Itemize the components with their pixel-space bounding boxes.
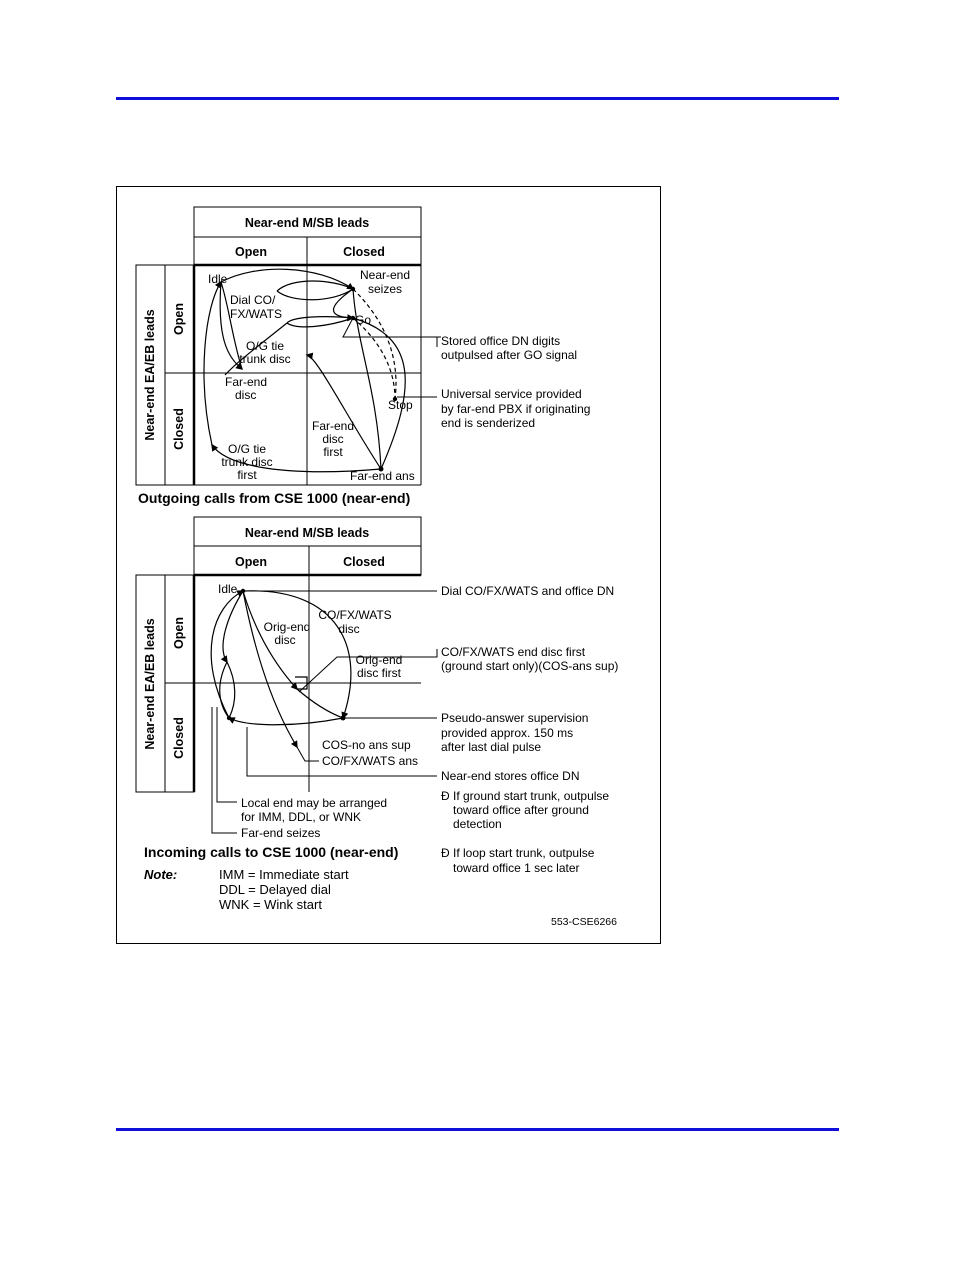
outgoing-title: Outgoing calls from CSE 1000 (near-end) (138, 490, 411, 506)
in-state-cos-no-ans: COS-no ans sup (322, 738, 411, 752)
og-state-stop: Stop (388, 398, 413, 412)
og-state-far-disc-first-3: first (323, 445, 343, 459)
in-state-cofx-ans: CO/FX/WATS ans (322, 754, 419, 768)
in-callout-pseudo-2: provided approx. 150 ms (441, 726, 574, 740)
outgoing-col-header: Near-end M/SB leads (244, 216, 370, 230)
outgoing-callout-lines (343, 318, 441, 397)
figure-id: 553-CSE6266 (551, 916, 617, 928)
in-callout-far-seizes: Far-end seizes (241, 826, 321, 840)
in-callout-ground-1: Ð If ground start trunk, outpulse (441, 789, 610, 803)
in-callout-stores: Near-end stores office DN (441, 769, 580, 783)
incoming-title: Incoming calls to CSE 1000 (near-end) (144, 844, 399, 860)
in-state-orig-end-disc-2: disc (274, 633, 296, 647)
og-callout-universal-1: Universal service provided (441, 387, 582, 401)
in-callout-ground-2: toward office after ground (453, 803, 589, 817)
incoming-row-open: Open (172, 617, 186, 649)
og-state-dial-1: Dial CO/ (230, 293, 276, 307)
og-callout-universal-2: by far-end PBX if originating (441, 402, 591, 416)
og-state-near-end-seizes-1: Near-end (359, 268, 411, 282)
incoming-row-header: Near-end EA/EB leads (143, 618, 157, 750)
og-state-og-tie-first-2: trunk disc (221, 455, 273, 469)
og-state-og-tie-first-1: O/G tie (227, 442, 267, 456)
in-state-cofx-disc-2: disc (338, 622, 360, 636)
in-callout-local-2: for IMM, DDL, or WNK (241, 810, 362, 824)
outgoing-row-header: Near-end EA/EB leads (143, 309, 157, 441)
og-state-dial-2: FX/WATS (230, 307, 282, 321)
note-label: Note: (144, 867, 178, 882)
og-state-near-end-seizes-2: seizes (367, 282, 403, 296)
in-state-idle: Idle (218, 582, 238, 596)
og-callout-universal-3: end is senderized (441, 416, 536, 430)
in-state-orig-end-disc-1: Orig-end (263, 620, 311, 634)
og-state-far-end-disc-2: disc (235, 388, 257, 402)
og-state-og-tie-1: O/G tie (245, 339, 285, 353)
note-line-2: DDL = Delayed dial (219, 882, 331, 897)
og-state-og-tie-2: trunk disc (239, 352, 291, 366)
og-state-og-tie-first-3: first (237, 468, 257, 482)
incoming-col-open: Open (235, 555, 267, 569)
note-line-3: WNK = Wink start (219, 897, 322, 912)
in-callout-end-disc-2: (ground start only)(COS-ans sup) (441, 659, 619, 673)
og-state-far-end-disc-1: Far-end (225, 375, 268, 389)
outgoing-row-open: Open (172, 303, 186, 335)
og-state-go: Go (355, 313, 372, 327)
outgoing-col-open: Open (235, 245, 267, 259)
incoming-row-closed: Closed (172, 717, 186, 759)
og-callout-stored-1: Stored office DN digits (441, 334, 561, 348)
outgoing-diagram (136, 207, 590, 506)
outgoing-row-closed: Closed (172, 408, 186, 450)
bottom-rule (116, 1128, 839, 1131)
incoming-col-header: Near-end M/SB leads (244, 526, 370, 540)
state-diagram (117, 187, 662, 945)
top-rule (116, 97, 839, 100)
in-callout-ground-3: detection (453, 817, 502, 831)
incoming-col-closed: Closed (343, 555, 385, 569)
in-callout-local-1: Local end may be arranged (241, 796, 388, 810)
og-state-idle: Idle (208, 272, 228, 286)
figure-frame (116, 186, 661, 944)
in-state-orig-disc-first-1: Orig-end (355, 653, 403, 667)
note-line-1: IMM = Immediate start (219, 867, 349, 882)
og-callout-stored-2: outpulsed after GO signal (441, 348, 578, 362)
incoming-diagram (136, 517, 618, 875)
in-callout-dial: Dial CO/FX/WATS and office DN (441, 584, 615, 598)
in-state-orig-disc-first-2: disc first (356, 666, 402, 680)
in-callout-loop-2: toward office 1 sec later (453, 861, 580, 875)
og-state-far-disc-first-2: disc (322, 432, 344, 446)
og-state-far-end-ans: Far-end ans (350, 469, 415, 483)
outgoing-col-closed: Closed (343, 245, 385, 259)
in-callout-end-disc-1: CO/FX/WATS end disc first (441, 645, 586, 659)
in-callout-pseudo-3: after last dial pulse (441, 740, 542, 754)
og-state-far-disc-first-1: Far-end (311, 419, 355, 433)
note-block (144, 867, 349, 912)
in-callout-pseudo-1: Pseudo-answer supervision (441, 711, 589, 725)
in-callout-loop-1: Ð If loop start trunk, outpulse (441, 846, 595, 860)
in-state-cofx-disc-1: CO/FX/WATS (318, 608, 392, 622)
